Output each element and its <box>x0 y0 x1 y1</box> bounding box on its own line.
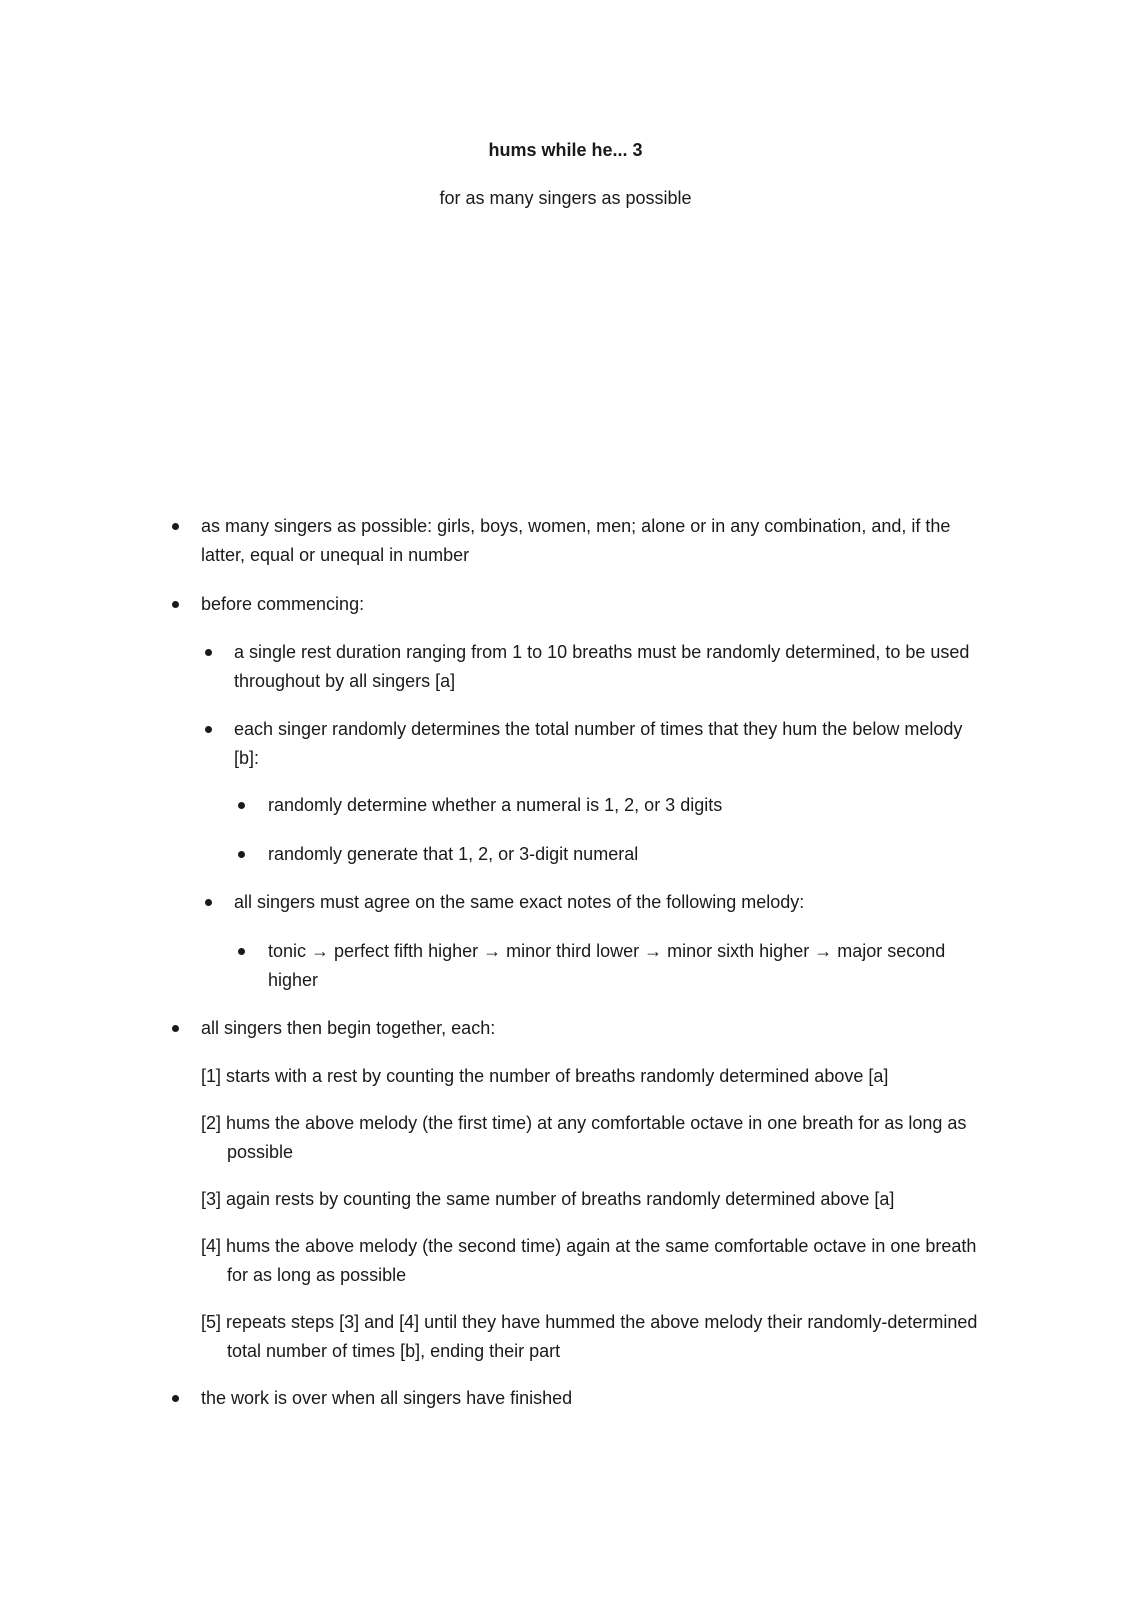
step-text: [2] hums the above melody (the first time) at any comfortable octave in one breath for as long as possible <box>201 1113 967 1162</box>
list-item <box>234 638 994 696</box>
list-item-text: each singer randomly determines the total number of times that they hum the below melody [b]: <box>234 719 963 768</box>
step-item <box>201 1185 997 1214</box>
bullet-icon <box>172 1025 179 1032</box>
list-item-text: randomly generate that 1, 2, or 3-digit numeral <box>268 844 639 864</box>
step-text: [3] again rests by counting the same number of breaths randomly determined above [a] <box>201 1189 895 1209</box>
list-item <box>201 1384 981 1413</box>
bullet-icon <box>205 899 212 906</box>
page-subtitle: for as many singers as possible <box>439 188 692 208</box>
bullet-icon <box>238 948 245 955</box>
list-item-text: randomly determine whether a numeral is 1, 2, or 3 digits <box>268 795 723 815</box>
bullet-icon <box>238 802 245 809</box>
step-text: [5] repeats steps [3] and [4] until they have hummed the above melody their randomly-determined total number of times [b], ending their part <box>201 1312 978 1361</box>
list-item <box>201 1014 981 1043</box>
bullet-icon <box>172 523 179 530</box>
step-item <box>201 1062 997 1091</box>
list-item <box>268 840 968 869</box>
bullet-icon <box>205 649 212 656</box>
list-item-text: as many singers as possible: girls, boys, women, men; alone or in any combination, and, if the latter, equal or unequal in number <box>201 516 951 565</box>
list-item <box>268 937 948 995</box>
step-item <box>201 1109 997 1167</box>
list-item <box>201 590 981 619</box>
bullet-icon <box>238 851 245 858</box>
step-item <box>201 1308 997 1366</box>
step-text: [4] hums the above melody (the second time) again at the same comfortable octave in one breath for as long as possible <box>201 1236 977 1285</box>
list-item-text: all singers must agree on the same exact notes of the following melody: <box>234 892 805 912</box>
bullet-icon <box>172 601 179 608</box>
list-item <box>234 888 994 917</box>
list-item-text: the work is over when all singers have finished <box>201 1388 573 1408</box>
list-item <box>268 791 968 820</box>
list-item-text: a single rest duration ranging from 1 to 10 breaths must be randomly determined, to be used throughout by all singers [a] <box>234 642 970 691</box>
bullet-icon <box>172 1395 179 1402</box>
step-item <box>201 1232 997 1290</box>
list-item <box>234 715 964 773</box>
list-item-text: all singers then begin together, each: <box>201 1018 496 1038</box>
list-item <box>201 512 981 570</box>
page-title: hums while he... 3 <box>488 140 643 160</box>
list-item-text: tonic → perfect fifth higher → minor third lower → minor sixth higher → major second higher <box>268 941 946 990</box>
list-item-text: before commencing: <box>201 594 365 614</box>
step-text: [1] starts with a rest by counting the number of breaths randomly determined above [a] <box>201 1066 889 1086</box>
bullet-icon <box>205 726 212 733</box>
